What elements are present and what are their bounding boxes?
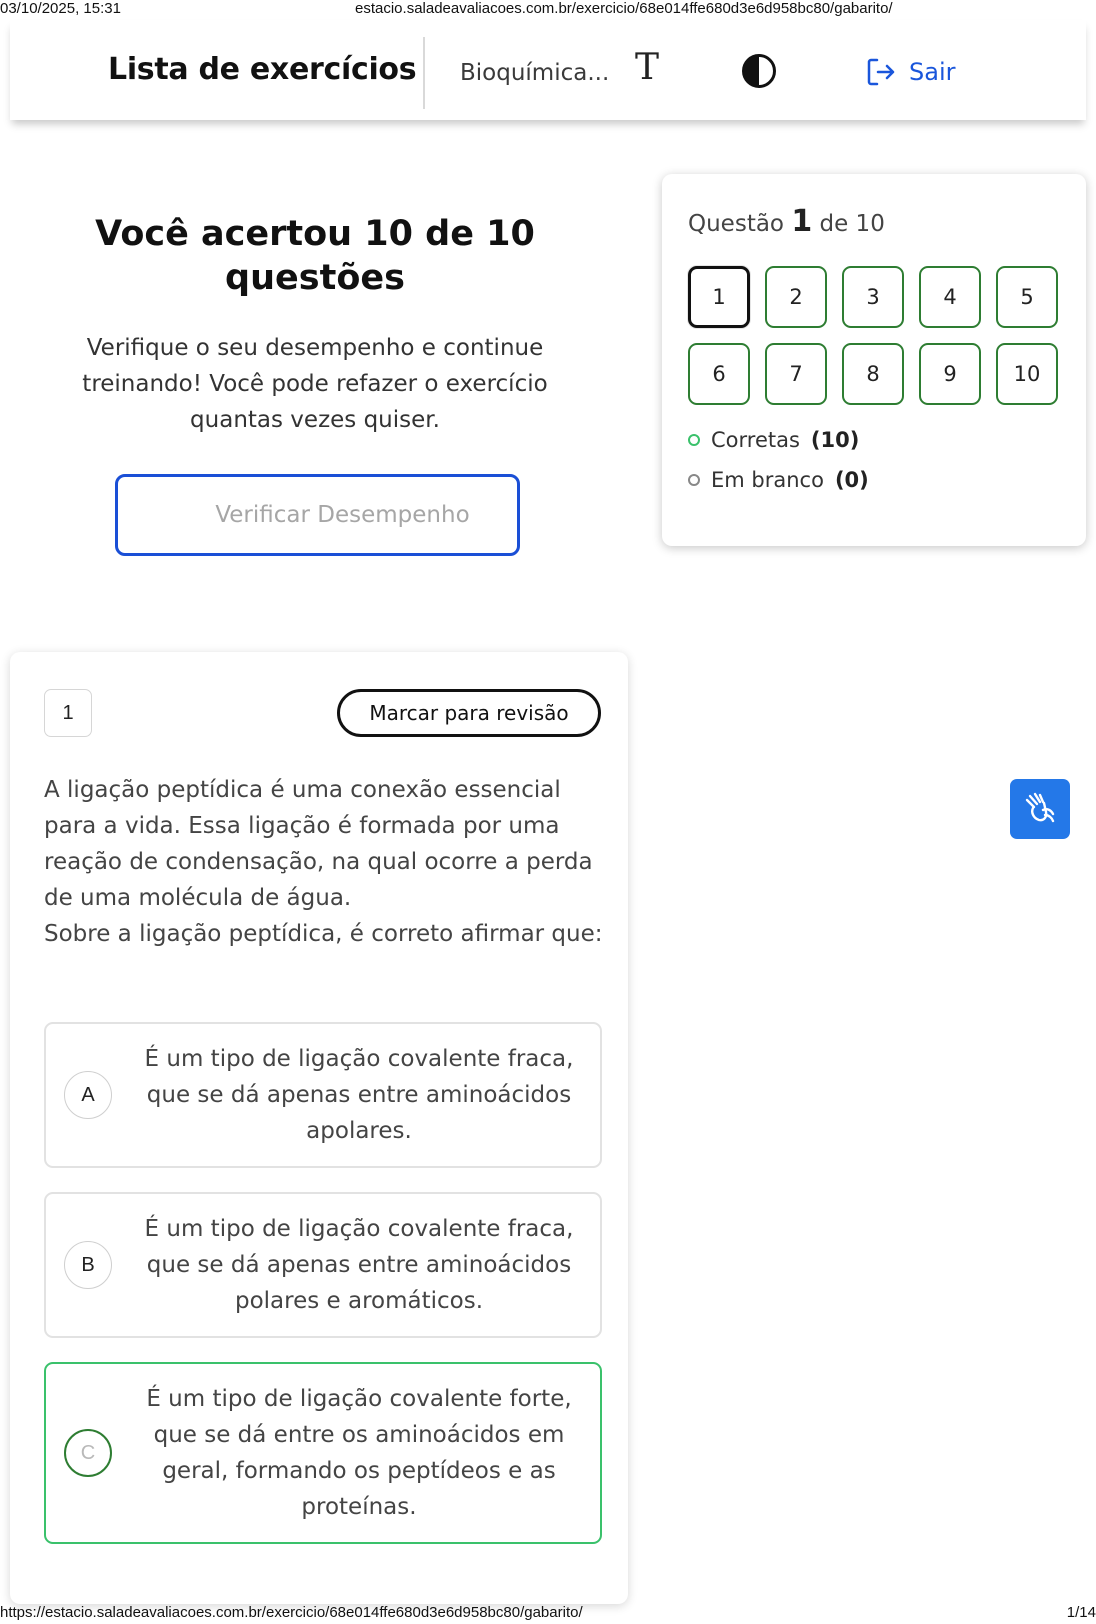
question-button-8[interactable]: 8 xyxy=(842,343,904,405)
result-title: Você acertou 10 de 10 questões xyxy=(95,214,535,298)
question-button-9[interactable]: 9 xyxy=(919,343,981,405)
verify-performance-button[interactable]: Verificar Desempenho xyxy=(115,474,520,556)
question-button-10[interactable]: 10 xyxy=(996,343,1058,405)
legend-correct-count: (10) xyxy=(810,428,860,452)
result-description: Verifique o seu desempenho e continue treinando! Você pode refazer o exercício quantas vezes quiser. xyxy=(82,335,548,433)
option-letter: C xyxy=(64,1429,112,1477)
option-c[interactable] xyxy=(44,1362,602,1544)
option-text: É um tipo de ligação covalente forte, que se dá entre os aminoácidos em geral, formando os peptídeos e as proteínas. xyxy=(146,1386,572,1520)
question-button-6[interactable]: 6 xyxy=(688,343,750,405)
print-page-number: 1/14 xyxy=(1066,1604,1096,1621)
print-datetime: 03/10/2025, 15:31 xyxy=(0,0,121,17)
app-title: Lista de exercícios xyxy=(108,52,417,87)
print-header xyxy=(0,0,1096,20)
print-footer xyxy=(0,1604,1096,1624)
logout-label: Sair xyxy=(909,58,956,86)
option-text: É um tipo de ligação covalente fraca, que se dá apenas entre aminoácidos polares e aromáticos. xyxy=(144,1216,574,1314)
navigator-suffix: de 10 xyxy=(819,211,885,237)
question-number: 1 xyxy=(44,689,92,737)
question-button-3[interactable]: 3 xyxy=(842,266,904,328)
question-button-4[interactable]: 4 xyxy=(919,266,981,328)
navigator-prefix: Questão xyxy=(688,211,784,237)
legend-correct xyxy=(688,428,859,452)
option-letter: B xyxy=(64,1241,112,1289)
option-text: É um tipo de ligação covalente fraca, que se dá apenas entre aminoácidos apolares. xyxy=(144,1046,574,1144)
question-button-5[interactable]: 5 xyxy=(996,266,1058,328)
blank-dot-icon xyxy=(688,474,700,486)
question-statement: A ligação peptídica é uma conexão essencial para a vida. Essa ligação é formada por uma reação de condensação, na qual ocorre a perda de uma molécula de água. Sobre a ligação peptídica, é correto afirmar que: xyxy=(44,777,603,947)
correct-dot-icon xyxy=(688,434,700,446)
print-header-url: estacio.saladeavaliacoes.com.br/exercicio/68e014ffe680d3e6d958bc80/gabarito/ xyxy=(355,0,893,17)
navigator-current: 1 xyxy=(791,204,813,239)
contrast-icon[interactable] xyxy=(741,53,777,89)
sign-language-icon xyxy=(1021,790,1059,828)
legend-blank-count: (0) xyxy=(834,468,869,492)
top-bar xyxy=(10,20,1086,120)
sign-language-button[interactable] xyxy=(1010,779,1070,839)
legend-blank-label: Em branco xyxy=(711,468,824,492)
logout-button[interactable] xyxy=(865,54,955,90)
font-size-icon[interactable]: T xyxy=(635,47,660,88)
question-button-1[interactable]: 1 xyxy=(688,266,750,328)
question-navigator xyxy=(662,174,1086,546)
navigator-title xyxy=(688,204,885,239)
question-button-2[interactable]: 2 xyxy=(765,266,827,328)
print-footer-url: https://estacio.saladeavaliacoes.com.br/exercicio/68e014ffe680d3e6d958bc80/gabarito/ xyxy=(0,1604,583,1621)
legend-blank xyxy=(688,468,869,492)
mark-for-review-button[interactable]: Marcar para revisão xyxy=(337,689,601,737)
legend-correct-label: Corretas xyxy=(711,428,800,452)
question-button-7[interactable]: 7 xyxy=(765,343,827,405)
option-b[interactable] xyxy=(44,1192,602,1338)
option-letter: A xyxy=(64,1071,112,1119)
subject-name[interactable]: Bioquímica... xyxy=(460,60,610,86)
question-card xyxy=(10,652,628,1604)
header-divider xyxy=(423,37,425,109)
option-a[interactable] xyxy=(44,1022,602,1168)
logout-icon xyxy=(865,56,897,88)
